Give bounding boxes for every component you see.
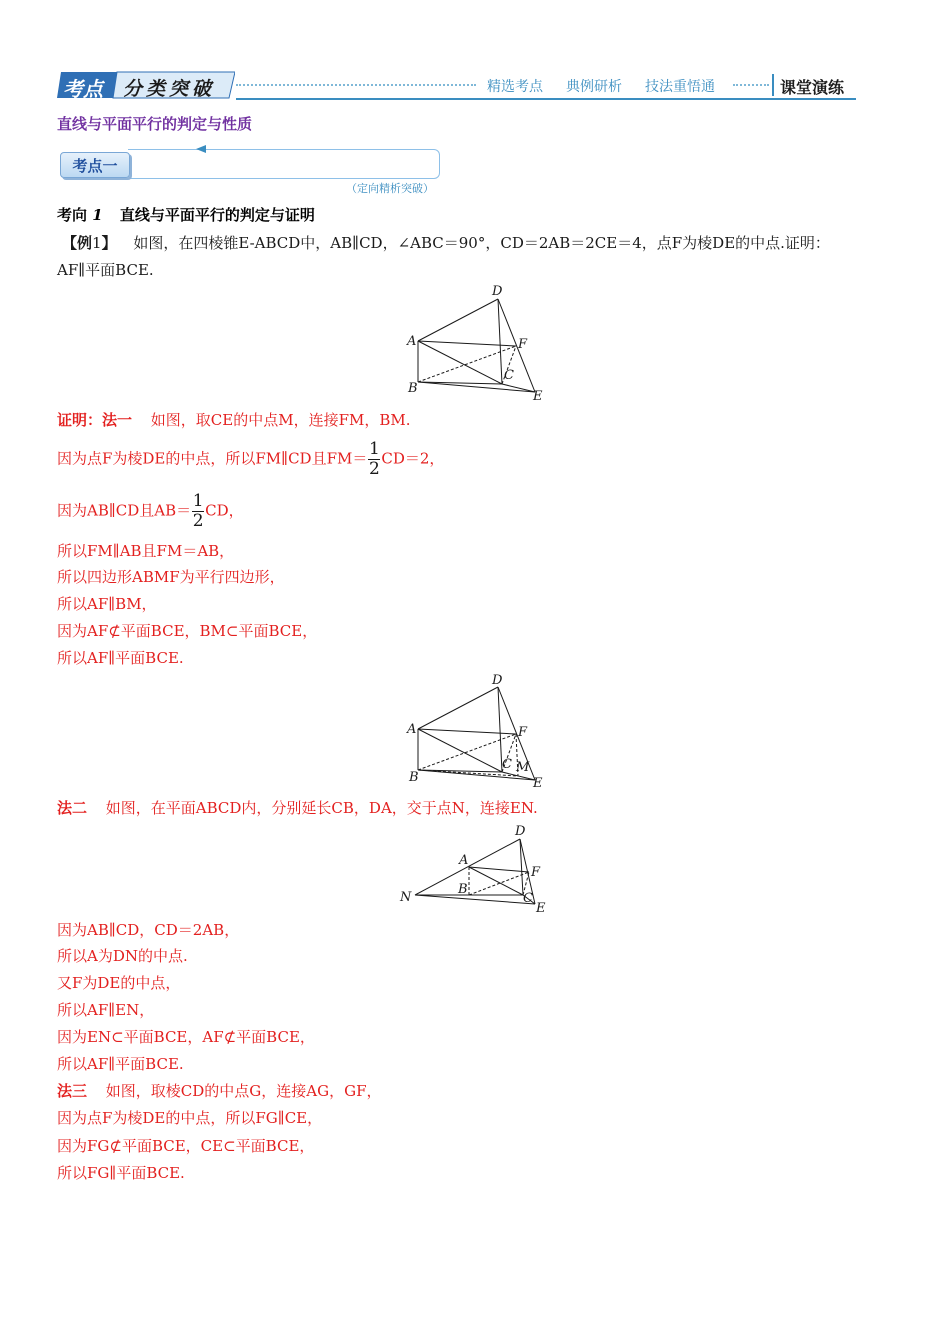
fig2-label-f: F	[518, 725, 528, 740]
fig3-label-c: C	[523, 891, 533, 906]
header-dotted-rule	[236, 84, 476, 86]
method2-step5: 因为EN⊂平面BCE，AF⊄平面BCE，	[57, 1028, 315, 1046]
method3-label: 法三	[57, 1082, 88, 1100]
method1-step2-a: 因为AB∥CD且AB＝	[57, 501, 192, 520]
kaoxiang-title: 直线与平面平行的判定与证明	[119, 206, 315, 224]
header-badge-part1: 考点	[63, 77, 103, 101]
header-underline	[236, 98, 856, 100]
header-badge	[57, 70, 235, 100]
fig3-label-b: B	[458, 882, 468, 897]
example-line-1	[62, 233, 830, 253]
fraction-2-numerator: 1	[192, 491, 204, 511]
example-line-2: AF∥平面BCE.	[57, 261, 154, 279]
method2-step4: 所以AF∥EN，	[57, 1001, 155, 1019]
kaodian-subtitle: （定向精析突破）	[346, 182, 434, 195]
example-tag-num: 1	[92, 234, 102, 252]
method1-step2-b: CD，	[205, 501, 244, 520]
figure-1-pyramid	[400, 282, 550, 402]
method3-intro: 如图，取棱CD的中点G，连接AG，GF，	[105, 1082, 382, 1100]
method1-step1-a: 因为点F为棱DE的中点，所以FM∥CD且FM＝	[57, 449, 368, 468]
fig1-label-d: D	[492, 284, 503, 299]
method1-label: 证明：法一	[57, 411, 133, 429]
fig3-label-n: N	[400, 890, 412, 905]
method1-step1	[57, 440, 444, 479]
method2-intro: 如图，在平面ABCD内，分别延长CB，DA，交于点N，连接EN.	[105, 799, 538, 817]
fig3-label-e: E	[536, 901, 546, 916]
header-badge-part2: 分类突破	[123, 78, 216, 100]
fig3-label-d: D	[515, 824, 526, 839]
kaodian-label: 考点一	[72, 156, 118, 175]
example-statement: 如图，在四棱锥E-ABCD中，AB∥CD，∠ABC＝90°，CD＝2AB＝2CE＝4，点F为棱DE的中点.证明：	[133, 234, 830, 252]
method3-step3: 所以FG∥平面BCE.	[57, 1164, 185, 1182]
fig1-label-e: E	[533, 389, 543, 402]
method3-intro-line	[57, 1081, 382, 1101]
fraction-half-2	[192, 492, 204, 531]
fig2-label-e: E	[533, 776, 543, 791]
fig3-label-a: A	[459, 853, 469, 868]
kaoxiang-number: 1	[92, 206, 103, 224]
kaodian-arrow-icon	[196, 144, 210, 154]
example-tag-close: 】	[101, 234, 117, 252]
fraction-half-1	[368, 440, 380, 479]
method2-step2: 所以A为DN的中点.	[57, 947, 188, 965]
fig2-label-a: A	[407, 722, 417, 737]
fraction-1-denominator: 2	[368, 459, 380, 479]
method1-step6: 因为AF⊄平面BCE，BM⊂平面BCE，	[57, 622, 318, 640]
nav-item-featured[interactable]: 精选考点	[487, 79, 543, 95]
header-dotted-rule-2	[733, 84, 769, 86]
fig1-label-f: F	[518, 337, 528, 352]
nav-item-techniques[interactable]: 技法重悟通	[645, 79, 715, 95]
nav-item-current[interactable]: 课堂演练	[780, 78, 845, 97]
fig2-label-d: D	[492, 673, 503, 688]
method3-step1: 因为点F为棱DE的中点，所以FG∥CE，	[57, 1109, 323, 1127]
figure-3-pyramid	[395, 822, 555, 916]
nav-item-examples[interactable]: 典例研析	[566, 79, 622, 95]
method1-step4: 所以四边形ABMF为平行四边形，	[57, 568, 285, 586]
method1-step3: 所以FM∥AB且FM＝AB，	[57, 542, 235, 560]
method1-step2	[57, 492, 244, 531]
method2-step6: 所以AF∥平面BCE.	[57, 1055, 184, 1073]
fig1-label-b: B	[408, 381, 418, 396]
figure-2-pyramid	[400, 670, 550, 792]
fig2-label-c: C	[502, 757, 512, 772]
method1-intro: 如图，取CE的中点M，连接FM，BM.	[150, 411, 411, 429]
fig1-label-a: A	[407, 334, 417, 349]
method3-step2: 因为FG⊄平面BCE，CE⊂平面BCE，	[57, 1137, 315, 1155]
method2-intro-line	[57, 798, 538, 818]
nav-separator	[772, 74, 774, 96]
method1-step5: 所以AF∥BM，	[57, 595, 157, 613]
kaoxiang-heading	[57, 204, 315, 225]
section-title: 直线与平面平行的判定与性质	[57, 115, 253, 133]
fig2-label-m: M	[516, 760, 530, 775]
example-tag-open: 【例	[62, 234, 93, 252]
fig3-label-f: F	[531, 865, 541, 880]
fig1-label-c: C	[504, 368, 514, 383]
method1-step7: 所以AF∥平面BCE.	[57, 649, 184, 667]
method1-intro-line	[57, 410, 411, 430]
method1-step1-b: CD＝2，	[381, 449, 445, 468]
method2-step3: 又F为DE的中点，	[57, 974, 181, 992]
method2-step1: 因为AB∥CD，CD＝2AB，	[57, 921, 240, 939]
method2-label: 法二	[57, 799, 88, 817]
fig2-label-b: B	[409, 770, 419, 785]
kaodian-frame	[128, 149, 440, 179]
kaodian-badge	[60, 152, 130, 178]
fraction-1-numerator: 1	[368, 439, 380, 459]
fraction-2-denominator: 2	[192, 511, 204, 531]
kaoxiang-prefix: 考向	[57, 206, 88, 224]
